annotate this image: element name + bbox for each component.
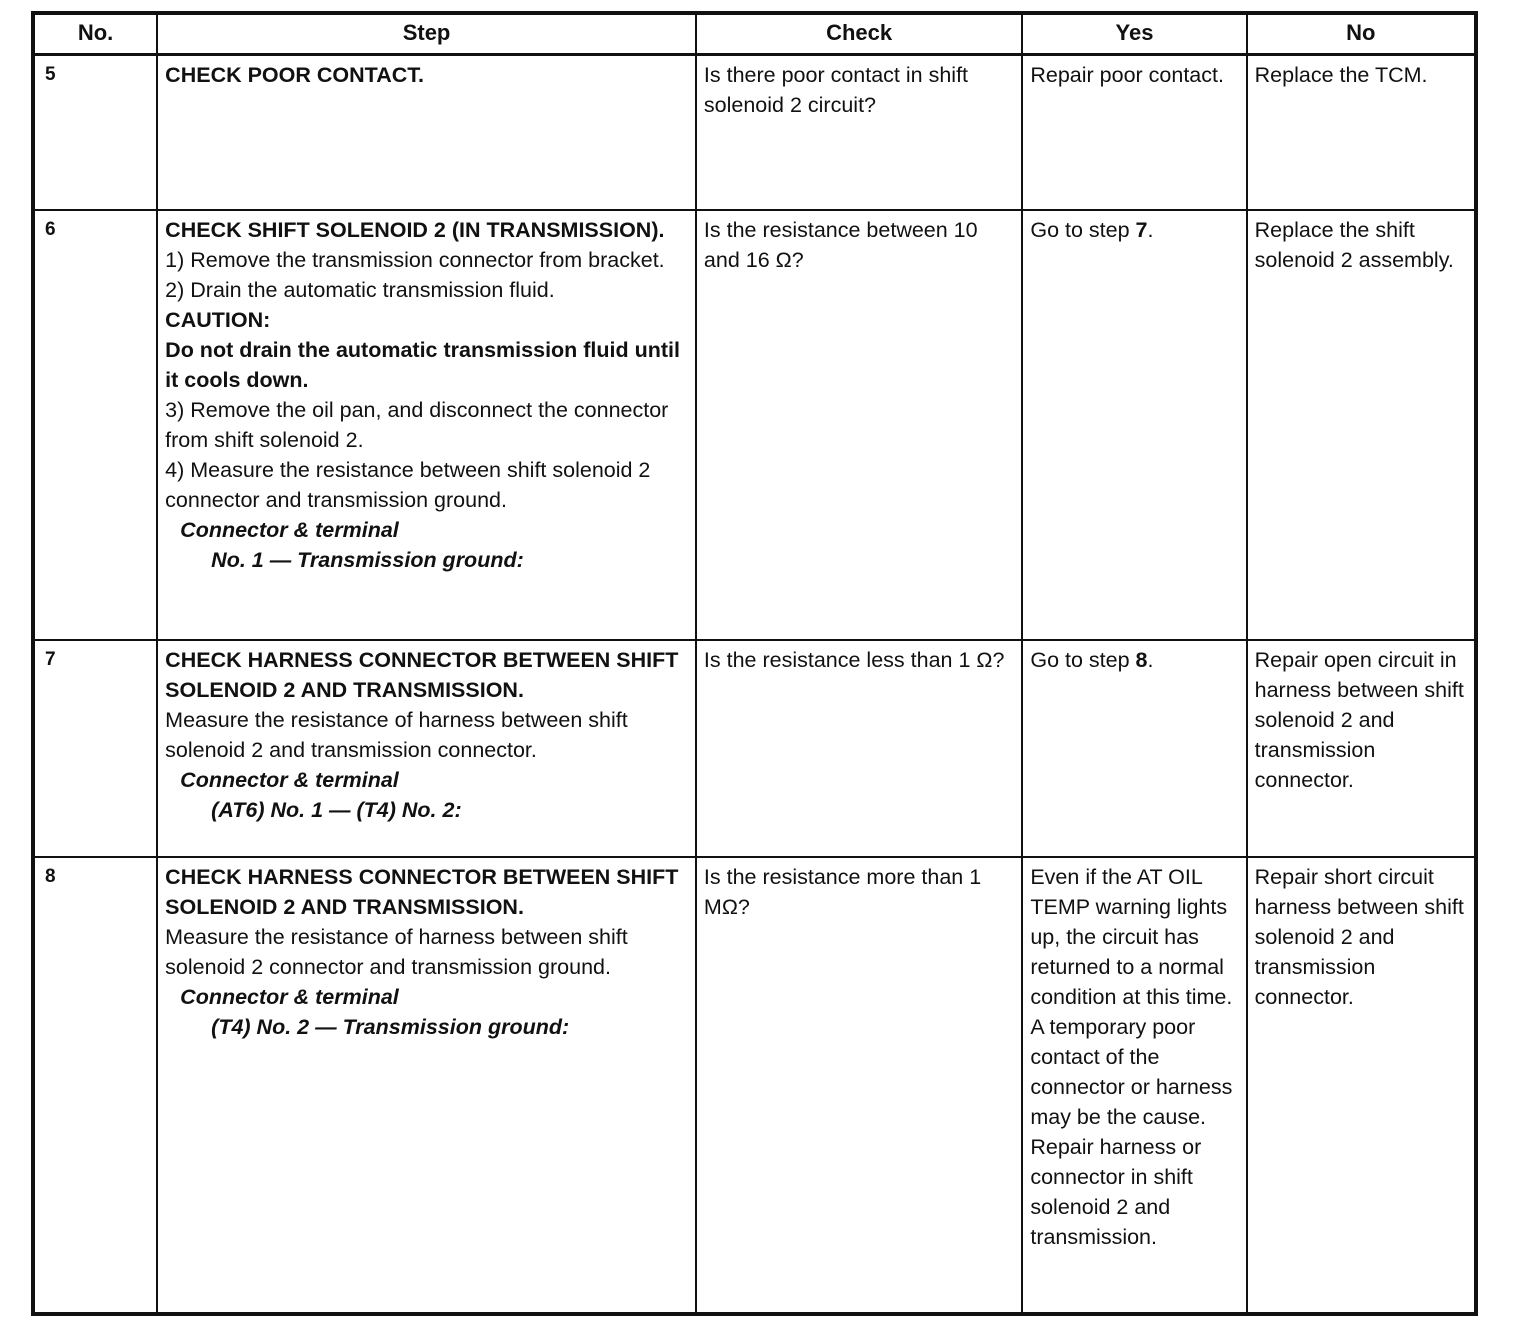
yes-cell: Even if the AT OIL TEMP warning lights up, the circuit has returned to a normal condition at this time. A temporary poor contact of the connector or harness may be the cause. Repair harness or connector in shift solenoid 2 and transmission. <box>1022 857 1246 1314</box>
step-instruction: 3) Remove the oil pan, and disconnect the connector from shift solenoid 2. <box>165 398 669 452</box>
no-cell: Replace the shift solenoid 2 assembly. <box>1247 210 1476 640</box>
step-title: CHECK SHIFT SOLENOID 2 (IN TRANSMISSION). <box>165 218 665 242</box>
table-row <box>33 857 1476 1314</box>
step-reference: 7 <box>1135 218 1148 242</box>
row-number: 6 <box>33 210 157 640</box>
row-number: 7 <box>33 640 157 857</box>
caution-label: CAUTION: <box>165 308 271 332</box>
header-check: Check <box>696 13 1022 54</box>
step-title: CHECK HARNESS CONNECTOR BETWEEN SHIFT SOLENOID 2 AND TRANSMISSION. <box>165 865 679 919</box>
caution-text: Do not drain the automatic transmission fluid until it cools down. <box>165 338 680 392</box>
connector-terminal-value: No. 1 — Transmission ground: <box>211 548 524 572</box>
check-cell: Is the resistance between 10 and 16 Ω? <box>696 210 1022 640</box>
yes-suffix: . <box>1147 648 1154 672</box>
step-reference: 8 <box>1135 648 1148 672</box>
connector-terminal-value: (T4) No. 2 — Transmission ground: <box>211 1015 570 1039</box>
no-cell: Repair short circuit harness between shift solenoid 2 and transmission connector. <box>1247 857 1476 1314</box>
yes-cell <box>1022 640 1246 857</box>
step-title: CHECK HARNESS CONNECTOR BETWEEN SHIFT SOLENOID 2 AND TRANSMISSION. <box>165 648 679 702</box>
connector-terminal-label: Connector & terminal <box>180 985 399 1009</box>
connector-terminal-value: (AT6) No. 1 — (T4) No. 2: <box>211 798 462 822</box>
header-no-action: No <box>1247 13 1476 54</box>
header-row <box>33 13 1476 54</box>
step-instruction: Measure the resistance of harness between shift solenoid 2 connector and transmission ground. <box>165 925 628 979</box>
check-cell: Is the resistance more than 1 MΩ? <box>696 857 1022 1314</box>
header-yes: Yes <box>1022 13 1246 54</box>
step-cell <box>157 54 696 210</box>
step-title: CHECK POOR CONTACT. <box>165 62 424 87</box>
step-instruction: 2) Drain the automatic transmission fluid. <box>165 278 555 302</box>
table-row <box>33 210 1476 640</box>
yes-cell <box>1022 210 1246 640</box>
step-cell <box>157 210 696 640</box>
yes-prefix: Go to step <box>1030 648 1136 672</box>
connector-terminal-label: Connector & terminal <box>180 768 399 792</box>
step-instruction: Measure the resistance of harness between shift solenoid 2 and transmission connector. <box>165 708 628 762</box>
header-no: No. <box>33 13 157 54</box>
row-number: 5 <box>33 54 157 210</box>
check-cell: Is the resistance less than 1 Ω? <box>696 640 1022 857</box>
step-instruction: 1) Remove the transmission connector from bracket. <box>165 248 665 272</box>
yes-suffix: . <box>1147 218 1154 242</box>
yes-cell: Repair poor contact. <box>1022 54 1246 210</box>
table-row <box>33 640 1476 857</box>
diagnostic-table <box>31 11 1478 1316</box>
connector-terminal-label: Connector & terminal <box>180 518 399 542</box>
no-cell: Repair open circuit in harness between shift solenoid 2 and transmission connector. <box>1247 640 1476 857</box>
step-instruction: 4) Measure the resistance between shift solenoid 2 connector and transmission ground. <box>165 458 651 512</box>
yes-prefix: Go to step <box>1030 218 1136 242</box>
check-cell: Is there poor contact in shift solenoid 2 circuit? <box>696 54 1022 210</box>
table-row <box>33 54 1476 210</box>
step-cell <box>157 857 696 1314</box>
step-cell <box>157 640 696 857</box>
row-number: 8 <box>33 857 157 1314</box>
no-cell: Replace the TCM. <box>1247 54 1476 210</box>
header-step: Step <box>157 13 696 54</box>
